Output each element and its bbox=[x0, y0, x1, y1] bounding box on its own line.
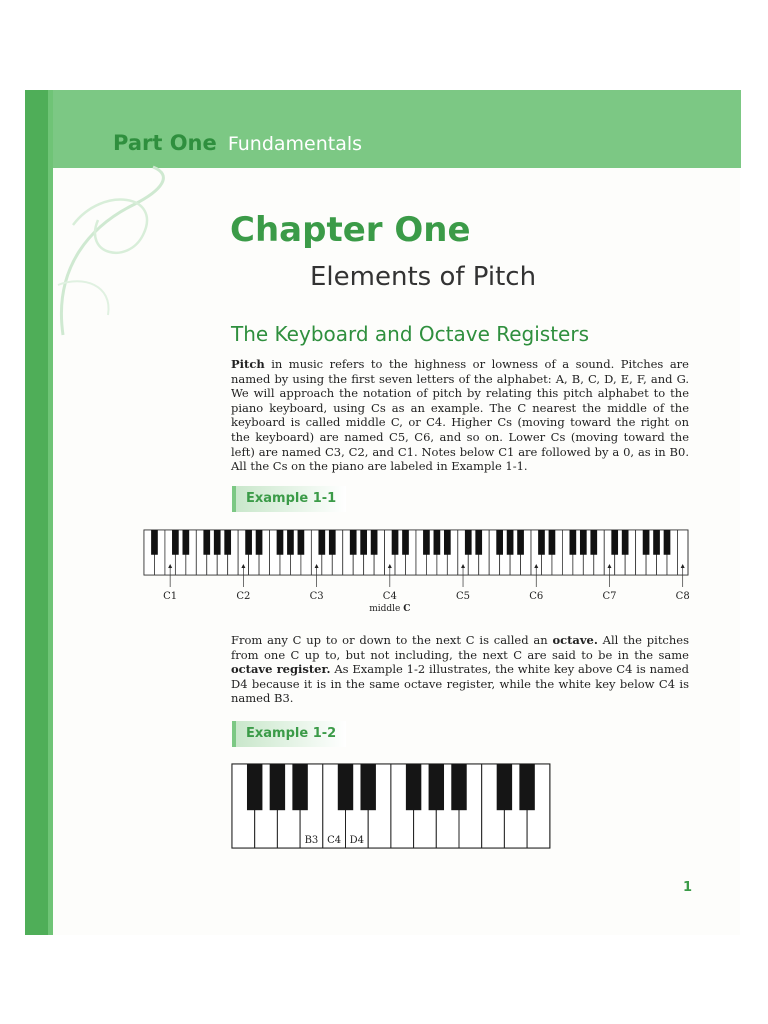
middle-c-label bbox=[369, 604, 410, 614]
black-key bbox=[549, 530, 556, 555]
black-key bbox=[406, 764, 421, 810]
black-key bbox=[590, 530, 597, 555]
middle-c-word: middle bbox=[369, 604, 404, 614]
decorative-swirl bbox=[53, 165, 183, 345]
black-key bbox=[507, 530, 514, 555]
black-key bbox=[329, 530, 336, 555]
black-key bbox=[287, 530, 294, 555]
octave-text-3: As Example 1-2 illustrates, the white key above C4 is named D4 because it is in the same octave register, while the white key below C4 is named B3. bbox=[231, 662, 689, 706]
octave-text-1: From any C up to or down to the next C is called an bbox=[231, 633, 553, 647]
black-key bbox=[318, 530, 325, 555]
black-key bbox=[292, 764, 307, 810]
black-key bbox=[622, 530, 629, 555]
black-key bbox=[465, 530, 472, 555]
black-key bbox=[214, 530, 221, 555]
black-key bbox=[653, 530, 660, 555]
example-1-1-tag bbox=[232, 486, 346, 512]
section-heading: The Keyboard and Octave Registers bbox=[231, 322, 590, 346]
black-key bbox=[172, 530, 179, 555]
black-key bbox=[224, 530, 231, 555]
key-label: C4 bbox=[327, 835, 342, 846]
octave-paragraph bbox=[231, 633, 689, 706]
example-1-1-label: Example 1-1 bbox=[246, 491, 337, 506]
chapter-title: Chapter One bbox=[230, 210, 471, 250]
black-key bbox=[643, 530, 650, 555]
c-label: C7 bbox=[602, 591, 617, 602]
black-key bbox=[497, 764, 512, 810]
black-key bbox=[338, 764, 353, 810]
black-key bbox=[444, 530, 451, 555]
c-label: C8 bbox=[675, 591, 690, 602]
c-labels bbox=[163, 591, 690, 614]
octave-term: octave. bbox=[552, 633, 598, 647]
black-key bbox=[371, 530, 378, 555]
black-key bbox=[570, 530, 577, 555]
example-1-2-label: Example 1-2 bbox=[246, 726, 337, 741]
example-1-2-tag bbox=[232, 721, 346, 747]
octave-register-term: octave register. bbox=[231, 662, 331, 677]
black-key bbox=[434, 530, 441, 555]
black-key bbox=[151, 530, 158, 555]
pitch-term: Pitch bbox=[231, 357, 265, 371]
black-key bbox=[580, 530, 587, 555]
key-label: D4 bbox=[349, 835, 365, 846]
c-label: C5 bbox=[456, 591, 471, 602]
black-key bbox=[277, 530, 284, 555]
black-key bbox=[245, 530, 252, 555]
black-key bbox=[392, 530, 399, 555]
key-label: B3 bbox=[304, 835, 319, 846]
c-label: C3 bbox=[309, 591, 324, 602]
black-key bbox=[270, 764, 285, 810]
black-key bbox=[519, 764, 534, 810]
part-header-band bbox=[53, 90, 741, 168]
black-key bbox=[360, 764, 375, 810]
c-label: C1 bbox=[163, 591, 178, 602]
black-key bbox=[256, 530, 263, 555]
black-key bbox=[182, 530, 189, 555]
octave-keyboard bbox=[231, 763, 553, 853]
black-key bbox=[360, 530, 367, 555]
key-labels bbox=[305, 835, 364, 846]
black-key bbox=[664, 530, 671, 555]
middle-c-note: C bbox=[403, 604, 411, 614]
black-key bbox=[451, 764, 466, 810]
black-key bbox=[429, 764, 444, 810]
intro-paragraph-text: in music refers to the highness or lowness of a sound. Pitches are named by using the first seven letters of the alphabet: A, B, C, D, E, F, and G. We will approach the notation of pitch by relating this pitch alphabet to the piano keyboard, using Cs as an example. The C nearest the middle of the keyboard is called middle C, or C4. Higher Cs (moving toward the right on the keyboard) are named C5, C6, and so on. Lower Cs (moving toward the left) are named C3, C2, and C1. Notes below C1 are followed by a 0, as in B0. All the Cs on the piano are labeled in Example 1-1. bbox=[231, 357, 689, 474]
chapter-subtitle: Elements of Pitch bbox=[310, 262, 537, 292]
keyboard-keys bbox=[144, 530, 688, 575]
black-key bbox=[496, 530, 503, 555]
octave-text-2: All the pitches from one C up to, but not including, the next C are said to be in the same bbox=[231, 633, 689, 662]
part-title: Fundamentals bbox=[227, 133, 363, 155]
black-key bbox=[298, 530, 305, 555]
intro-paragraph bbox=[231, 357, 689, 474]
black-key bbox=[423, 530, 430, 555]
page-number: 1 bbox=[683, 880, 693, 895]
c-label: C6 bbox=[529, 591, 544, 602]
black-key bbox=[402, 530, 409, 555]
black-key bbox=[611, 530, 618, 555]
c-label: C4 bbox=[382, 591, 397, 602]
full-piano-keyboard bbox=[142, 528, 692, 618]
black-key bbox=[538, 530, 545, 555]
black-key bbox=[203, 530, 210, 555]
part-heading bbox=[113, 131, 362, 155]
c-label: C2 bbox=[236, 591, 251, 602]
black-key bbox=[517, 530, 524, 555]
part-label: Part One bbox=[113, 131, 217, 155]
black-key bbox=[350, 530, 357, 555]
keyboard-keys bbox=[232, 764, 550, 848]
black-key bbox=[475, 530, 482, 555]
black-key bbox=[247, 764, 262, 810]
